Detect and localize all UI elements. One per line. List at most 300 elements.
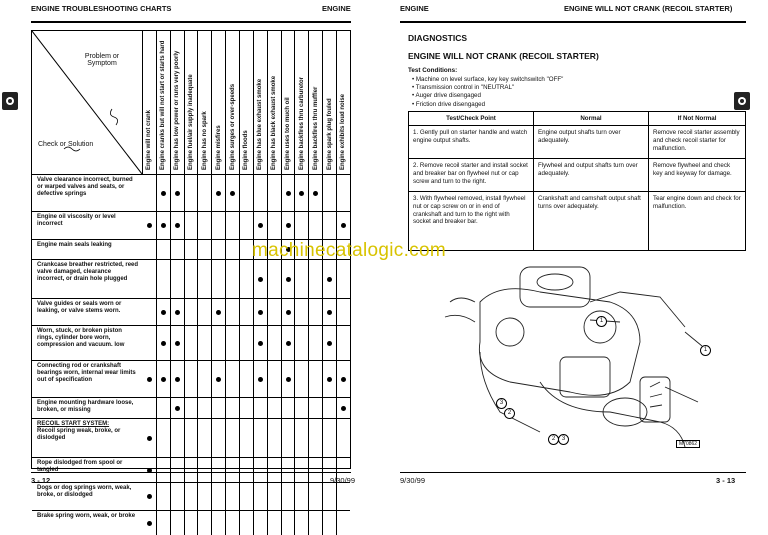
symptom-label: Engine misfires <box>215 125 222 170</box>
callout-1: 1 <box>700 345 711 356</box>
mark-dot-icon <box>286 310 291 315</box>
chart-cell <box>212 361 226 397</box>
chart-cell <box>212 511 226 535</box>
symptom-column <box>212 31 226 174</box>
chart-cell <box>143 458 157 482</box>
chart-cell <box>309 212 323 239</box>
chart-cell <box>240 398 254 418</box>
row-text: Dogs or dog springs worn, weak, broke, or dislodged <box>37 485 132 499</box>
chart-row <box>32 212 350 240</box>
symptom-column <box>254 31 268 174</box>
chart-cell <box>295 326 309 360</box>
chart-row <box>32 483 350 511</box>
chart-cell <box>198 419 212 457</box>
mark-dot-icon <box>175 341 180 346</box>
mark-dot-icon <box>313 191 318 196</box>
chart-cell <box>157 511 171 535</box>
chart-row-cells <box>143 511 350 535</box>
chart-cell <box>337 361 350 397</box>
chart-cell <box>323 419 337 457</box>
mark-dot-icon <box>286 223 291 228</box>
mark-dot-icon <box>216 310 221 315</box>
chart-row <box>32 511 350 535</box>
symptom-label: Engine fuel/air supply inadequate <box>188 74 194 170</box>
chart-cell <box>240 361 254 397</box>
table-cell: Remove recoil starter assembly and check recoil starter for malfunction. <box>649 126 746 159</box>
chart-cell <box>323 212 337 239</box>
chart-row-label <box>37 485 139 499</box>
table-cell: Engine output shafts turn over adequately. <box>534 126 649 159</box>
chart-cell <box>185 419 199 457</box>
chart-cell <box>212 458 226 482</box>
table-row <box>409 192 746 251</box>
mark-dot-icon <box>286 277 291 282</box>
chart-cell <box>282 212 296 239</box>
col-header: Normal <box>534 112 649 126</box>
chart-cell <box>268 212 282 239</box>
chart-cell <box>240 299 254 325</box>
chart-row-label <box>37 301 139 315</box>
mark-dot-icon <box>175 310 180 315</box>
chart-cell <box>143 326 157 360</box>
mark-dot-icon <box>286 377 291 382</box>
chart-cell <box>254 175 268 211</box>
chart-cell <box>212 212 226 239</box>
left-header-title: ENGINE TROUBLESHOOTING CHARTS <box>31 4 172 13</box>
mark-dot-icon <box>175 406 180 411</box>
chart-cell <box>226 511 240 535</box>
chart-cell <box>226 260 240 298</box>
mark-dot-icon <box>161 341 166 346</box>
section-tab-icon <box>2 92 18 110</box>
symptom-label: Engine has no spark <box>201 111 208 170</box>
row-text: Valve clearance incorrect, burned or warped valves and seats, or defective springs <box>37 177 133 198</box>
left-footer-rule <box>31 472 351 473</box>
chart-corner <box>32 31 143 175</box>
symptom-label: Engine floods <box>243 130 250 170</box>
chart-row-cells <box>143 299 350 325</box>
chart-row-label <box>37 400 139 414</box>
chart-cell <box>295 511 309 535</box>
chart-cell <box>268 398 282 418</box>
table-cell: 3. With flywheel removed, install flywheel nut or cap screw on or in end of crankshaft and turn to the right with socket and breaker bar. <box>409 192 534 251</box>
table-cell: Crankshaft and camshaft output shaft turns over adequately. <box>534 192 649 251</box>
callout-3: 3 <box>496 398 507 409</box>
chart-row-label <box>37 262 139 284</box>
chart-row-label <box>37 242 139 249</box>
right-header-rule <box>400 21 746 23</box>
chart-cell <box>282 419 296 457</box>
chart-cell <box>323 326 337 360</box>
chart-cell <box>295 212 309 239</box>
chart-cell <box>254 212 268 239</box>
chart-cell <box>268 458 282 482</box>
chart-cell <box>295 458 309 482</box>
mark-dot-icon <box>258 377 263 382</box>
chart-cell <box>309 398 323 418</box>
chart-cell <box>143 299 157 325</box>
callout-2: 2 <box>504 408 515 419</box>
chart-cell <box>254 326 268 360</box>
chart-cell <box>323 361 337 397</box>
chart-cell <box>254 419 268 457</box>
chart-cell <box>157 326 171 360</box>
chart-cell <box>240 458 254 482</box>
chart-cell <box>323 511 337 535</box>
chart-cell <box>309 260 323 298</box>
chart-cell <box>295 299 309 325</box>
chart-cell <box>212 299 226 325</box>
mark-dot-icon <box>161 310 166 315</box>
mark-dot-icon <box>161 223 166 228</box>
chart-cell <box>254 511 268 535</box>
chart-cell <box>185 326 199 360</box>
symptom-label: Engine exhibits loud noise <box>340 93 347 170</box>
chart-row <box>32 361 350 398</box>
mark-dot-icon <box>175 191 180 196</box>
chart-cell <box>226 240 240 259</box>
chart-cell <box>323 299 337 325</box>
chart-cell <box>143 419 157 457</box>
chart-cell <box>143 361 157 397</box>
chart-cell <box>254 458 268 482</box>
chart-cell <box>157 398 171 418</box>
chart-cell <box>268 175 282 211</box>
mark-dot-icon <box>341 223 346 228</box>
chart-cell <box>198 175 212 211</box>
right-date: 9/30/99 <box>400 476 426 485</box>
chart-cell <box>143 240 157 259</box>
problem-symptom-label: Problem or Symptom <box>84 53 120 67</box>
symptom-label: Engine surges or over-speeds <box>229 83 236 170</box>
mark-dot-icon <box>147 436 152 441</box>
chart-cell <box>157 361 171 397</box>
check-solution-label: Check or Solution <box>38 141 94 148</box>
chart-cell <box>157 458 171 482</box>
mark-dot-icon <box>258 223 263 228</box>
chart-cell <box>254 260 268 298</box>
chart-cell <box>295 398 309 418</box>
chart-row <box>32 175 350 212</box>
chart-row-cells <box>143 260 350 298</box>
section-tab-icon <box>734 92 750 110</box>
mark-dot-icon <box>161 377 166 382</box>
table-row <box>409 159 746 192</box>
test-conditions-list <box>412 76 563 109</box>
mark-dot-icon <box>258 277 263 282</box>
chart-row-label <box>37 177 139 199</box>
section-heading: DIAGNOSTICS <box>408 33 468 43</box>
left-header-section: ENGINE <box>322 4 351 13</box>
chart-cell <box>240 419 254 457</box>
mark-dot-icon <box>341 406 346 411</box>
figure-id: M70862 <box>676 440 700 448</box>
chart-cell <box>226 175 240 211</box>
row-text: Valve guides or seals worn or leaking, or valve stems worn. <box>37 301 122 315</box>
chart-row-label <box>37 513 139 520</box>
check-table <box>408 111 746 251</box>
symptom-column <box>226 31 240 174</box>
symptom-column <box>295 31 309 174</box>
symptom-label: Engine backfires thru carburetor <box>298 76 305 170</box>
chart-cell <box>143 260 157 298</box>
chart-cell <box>226 361 240 397</box>
chart-cell <box>268 260 282 298</box>
table-row <box>409 126 746 159</box>
callout-2: 2 <box>548 434 559 445</box>
chart-cell <box>171 361 185 397</box>
callout-1: 1 <box>596 316 607 327</box>
chart-cell <box>198 361 212 397</box>
right-page-number: 3 - 13 <box>716 476 736 485</box>
test-conditions-label: Test Conditions: <box>408 67 458 74</box>
chart-cell <box>226 398 240 418</box>
chart-row-cells <box>143 419 350 457</box>
chart-cell <box>157 212 171 239</box>
chart-cell <box>143 175 157 211</box>
chart-cell <box>240 326 254 360</box>
chart-cell <box>198 240 212 259</box>
condition-item: • Transmission control in "NEUTRAL" <box>412 84 563 92</box>
symptom-column <box>157 31 171 174</box>
chart-cell <box>171 212 185 239</box>
chart-cell <box>282 361 296 397</box>
mark-dot-icon <box>341 377 346 382</box>
chart-cell <box>309 326 323 360</box>
symptom-label: Engine spark plug fouled <box>326 98 333 170</box>
chart-row <box>32 326 350 361</box>
chart-cell <box>212 326 226 360</box>
symptom-column <box>143 31 157 174</box>
row-text: Engine main seals leaking <box>37 242 112 248</box>
chart-cell <box>143 212 157 239</box>
chart-cell <box>198 458 212 482</box>
chart-cell <box>268 361 282 397</box>
col-header: Test/Check Point <box>409 112 534 126</box>
chart-cell <box>226 458 240 482</box>
row-text: Engine oil viscosity or level incorrect <box>37 214 116 228</box>
row-text: Rope dislodged from spool or tangled <box>37 460 123 474</box>
left-date: 9/30/99 <box>330 476 356 485</box>
symptom-column <box>268 31 282 174</box>
chart-cell <box>171 419 185 457</box>
chart-cell <box>185 398 199 418</box>
right-footer-rule <box>400 472 746 473</box>
chart-cell <box>185 299 199 325</box>
chart-cell <box>240 175 254 211</box>
chart-cell <box>143 511 157 535</box>
chart-cell <box>268 299 282 325</box>
row-text: Connecting rod or crankshaft bearings worn, internal wear limits out of specification <box>37 363 136 384</box>
chart-cell <box>295 260 309 298</box>
mark-dot-icon <box>286 191 291 196</box>
chart-cell <box>157 299 171 325</box>
mark-dot-icon <box>327 341 332 346</box>
symptom-label: Engine uses too much oil <box>285 97 292 170</box>
table-cell: Flywheel and output shafts turn over adequately. <box>534 159 649 192</box>
row-text: Engine mounting hardware loose, broken, or missing <box>37 400 134 414</box>
chart-cell <box>282 458 296 482</box>
chart-row <box>32 299 350 326</box>
chart-cell <box>185 511 199 535</box>
mark-dot-icon <box>327 377 332 382</box>
mark-dot-icon <box>161 191 166 196</box>
mark-dot-icon <box>327 310 332 315</box>
chart-cell <box>254 361 268 397</box>
row-text: Worn, stuck, or broken piston rings, cylinder bore worn, compression and vacuum. low <box>37 328 125 349</box>
mark-dot-icon <box>258 341 263 346</box>
symptom-label: Engine cranks but will not start or starts hard <box>160 40 167 170</box>
chart-cell <box>240 511 254 535</box>
chart-cell <box>282 260 296 298</box>
symptom-column <box>240 31 254 174</box>
chart-cell <box>337 398 350 418</box>
table-cell: 2. Remove recoil starter and install socket and breaker bar on flywheel nut or cap screw and turn to the right. <box>409 159 534 192</box>
chart-cell <box>171 511 185 535</box>
chart-row-label <box>37 421 139 443</box>
chart-cell <box>282 326 296 360</box>
chart-cell <box>171 240 185 259</box>
chart-cell <box>309 361 323 397</box>
chart-cell <box>337 326 350 360</box>
condition-item: • Machine on level surface, key key switchswitch "OFF" <box>412 76 563 84</box>
symptom-column <box>323 31 337 174</box>
engine-illustration <box>440 262 715 452</box>
chart-cell <box>337 511 350 535</box>
row-text: Recoil spring weak, broke, or dislodged <box>37 428 121 442</box>
symptom-column <box>282 31 296 174</box>
chart-cell <box>268 326 282 360</box>
mark-dot-icon <box>216 377 221 382</box>
chart-row-cells <box>143 212 350 239</box>
symptom-label: Engine has blue exhaust smoke <box>257 78 264 170</box>
check-table-header <box>409 112 746 126</box>
chart-cell <box>185 175 199 211</box>
chart-cell <box>185 260 199 298</box>
chart-cell <box>309 511 323 535</box>
chart-cell <box>226 419 240 457</box>
chart-cell <box>171 398 185 418</box>
chart-cell <box>171 260 185 298</box>
chart-cell <box>212 398 226 418</box>
chart-cell <box>309 458 323 482</box>
chart-cell <box>157 419 171 457</box>
chart-cell <box>198 326 212 360</box>
page-title: ENGINE WILL NOT CRANK (RECOIL STARTER) <box>408 51 599 61</box>
chart-cell <box>212 419 226 457</box>
section-label: RECOIL START SYSTEM: <box>37 421 110 427</box>
mark-dot-icon <box>175 223 180 228</box>
chart-row-cells <box>143 458 350 482</box>
symptom-label: Engine will not crank <box>146 109 153 170</box>
chart-row <box>32 260 350 299</box>
chart-cell <box>171 299 185 325</box>
chart-row <box>32 419 350 458</box>
symptom-column <box>198 31 212 174</box>
chart-cell <box>185 212 199 239</box>
chart-cell <box>282 299 296 325</box>
condition-item: • Friction drive disengaged <box>412 101 563 109</box>
chart-cell <box>282 175 296 211</box>
chart-cell <box>337 299 350 325</box>
chart-cell <box>337 260 350 298</box>
chart-row-cells <box>143 175 350 211</box>
symptom-column <box>337 31 350 174</box>
callout-3: 3 <box>558 434 569 445</box>
mark-dot-icon <box>299 191 304 196</box>
left-page-number: 3 - 12 <box>31 476 51 485</box>
chart-cell <box>171 175 185 211</box>
chart-cell <box>240 260 254 298</box>
chart-cell <box>323 398 337 418</box>
mark-dot-icon <box>286 341 291 346</box>
chart-cell <box>226 326 240 360</box>
chart-cell <box>212 260 226 298</box>
chart-cell <box>295 175 309 211</box>
symptom-column <box>171 31 185 174</box>
symptom-label: Engine has black exhaust smoke <box>271 75 278 170</box>
chart-row <box>32 458 350 483</box>
right-header-title: ENGINE WILL NOT CRANK (RECOIL STARTER) <box>564 4 733 13</box>
chart-cell <box>240 212 254 239</box>
chart-cell <box>309 419 323 457</box>
chart-cell <box>198 260 212 298</box>
mark-dot-icon <box>175 377 180 382</box>
chart-cell <box>198 398 212 418</box>
chart-cell <box>226 299 240 325</box>
symptom-label: Engine backfires thru muffler <box>312 86 319 170</box>
chart-row-cells <box>143 361 350 397</box>
watermark: machinecatalogic.com <box>252 240 446 261</box>
chart-cell <box>143 398 157 418</box>
chart-cell <box>309 175 323 211</box>
condition-item: • Auger drive disengaged <box>412 92 563 100</box>
chart-cell <box>337 175 350 211</box>
chart-cell <box>185 361 199 397</box>
chart-cell <box>226 212 240 239</box>
chart-row <box>32 398 350 419</box>
chart-cell <box>254 398 268 418</box>
chart-cell <box>282 398 296 418</box>
chart-row-cells <box>143 326 350 360</box>
chart-cell <box>185 240 199 259</box>
mark-dot-icon <box>258 310 263 315</box>
chart-cell <box>337 419 350 457</box>
table-cell: 1. Gently pull on starter handle and watch engine output shafts. <box>409 126 534 159</box>
chart-row-label <box>37 328 139 350</box>
chart-cell <box>171 458 185 482</box>
chart-cell <box>337 212 350 239</box>
chart-cell <box>185 458 199 482</box>
chart-row-label <box>37 214 139 228</box>
chart-row-cells <box>143 398 350 418</box>
mark-dot-icon <box>147 377 152 382</box>
chart-cell <box>309 299 323 325</box>
chart-cell <box>212 240 226 259</box>
chart-cell <box>268 419 282 457</box>
table-cell: Tear engine down and check for malfunction. <box>649 192 746 251</box>
mark-dot-icon <box>327 277 332 282</box>
mark-dot-icon <box>147 223 152 228</box>
chart-cell <box>157 260 171 298</box>
chart-cell <box>212 175 226 211</box>
right-header-section: ENGINE <box>400 4 429 13</box>
chart-cell <box>157 175 171 211</box>
chart-cell <box>254 299 268 325</box>
symptom-columns <box>143 31 350 175</box>
chart-cell <box>323 175 337 211</box>
symptom-column <box>185 31 199 174</box>
